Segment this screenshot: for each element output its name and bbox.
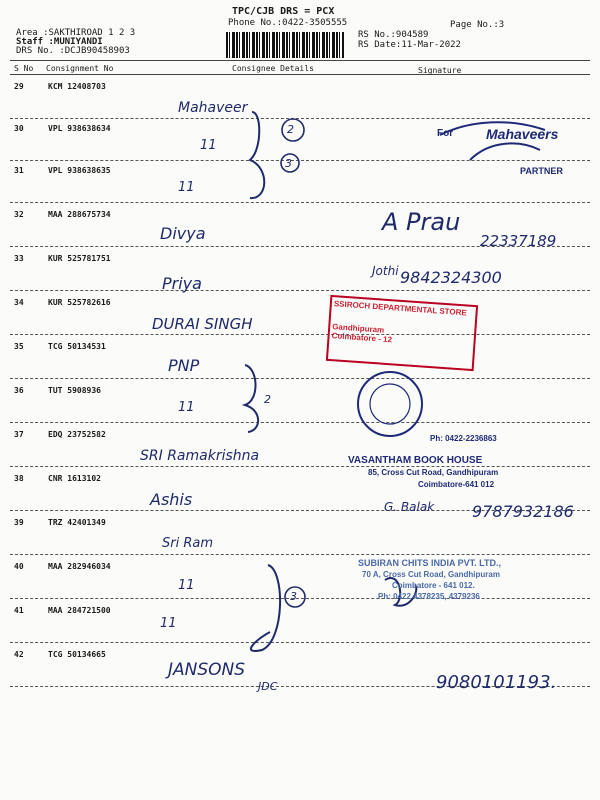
row-sno: 39 [14,518,24,527]
row-consignment-no: VPL 938638635 [48,166,111,175]
row-sno: 41 [14,606,24,615]
stamp-vasantham-city: Coimbatore-641 012 [418,480,495,489]
document-title: TPC/CJB DRS = PCX [232,6,335,17]
hand-r38-sig: G. Balak [384,500,435,514]
row-consignment-no: TRZ 42401349 [48,518,106,527]
stamp-chits-city: Coimbatore - 641 012. [392,581,475,590]
hand-r32-sig: A Prau [382,208,461,236]
row-sno: 42 [14,650,24,659]
hand-r39: Sri Ram [162,536,214,551]
col-consignment: Consignment No [46,64,114,73]
stamp-dept-store [326,295,478,371]
hand-r41: 11 [160,616,177,631]
hand-r42-num: 9080101193. [436,672,557,693]
row-sno: 32 [14,210,24,219]
stamp-dept-store-line1: SSIROCH DEPARTMENTAL STORE [333,299,468,318]
row-consignment-no: VPL 938638634 [48,124,111,133]
hand-r31-circle: 3 [285,157,292,170]
stamp-vasantham-addr: 85, Cross Cut Road, Gandhipuram [368,468,499,477]
row-consignment-no: KUR 525781751 [48,254,111,263]
rs-date: RS Date:11-Mar-2022 [358,40,461,50]
row-sno: 35 [14,342,24,351]
stamp-mahaveers-partner: PARTNER [520,166,563,176]
hand-r40-circle: 3 [290,590,297,603]
stamp-mahaveers-name: Mahaveers [486,126,559,142]
row-sno: 40 [14,562,24,571]
hand-r32: Divya [160,224,206,243]
row-sno: 31 [14,166,24,175]
row-sno: 38 [14,474,24,483]
stamp-dept-store-line2: Gandhipuram [331,322,385,335]
row-consignment-no: MAA 282946034 [48,562,111,571]
row-consignment-no: KCM 12408703 [48,82,106,91]
hand-r37: SRI Ramakrishna [140,448,260,464]
row-consignment-no: EDQ 23752582 [48,430,106,439]
row-sno: 37 [14,430,24,439]
hand-r29: Mahaveer [178,100,248,116]
row-consignment-no: TCG 50134531 [48,342,106,351]
stamp-dept-store-line3: Coimbatore - 12 [331,331,393,345]
rs-number: RS No.:904589 [358,30,429,40]
stamp-chits-addr: 70 A, Cross Cut Road, Gandhipuram [362,570,500,579]
col-consignee: Consignee Details [232,64,314,73]
hand-r34: DURAI SINGH [152,315,253,333]
stamp-vasantham-phone: Ph: 0422-2236863 [430,434,497,443]
hand-r38-num: 9787932186 [472,502,574,521]
stamp-mahaveers-for: For [437,128,454,139]
hand-r31: 11 [178,180,195,195]
col-signature: Signature [418,66,462,75]
hand-r30-circle: 2 [287,123,294,136]
row-consignment-no: KUR 525782616 [48,298,111,307]
row-consignment-no: MAA 288675734 [48,210,111,219]
hand-r30: 11 [200,138,217,153]
page-number: Page No.:3 [450,20,505,30]
row-sno: 29 [14,82,24,91]
area-label: Area :SAKTHIROAD 1 2 3 [16,28,136,38]
row-sno: 36 [14,386,24,395]
row-sno: 30 [14,124,24,133]
hand-r33: Priya [162,274,202,293]
phone-number: Phone No.:0422-3505555 [228,18,348,28]
hand-r38: Ashis [150,490,193,509]
hand-r32-num: 22337189 [480,232,557,250]
row-sno: 33 [14,254,24,263]
hand-r42-sub: JDC [258,680,278,693]
hand-r35: PNP [168,356,200,375]
row-consignment-no: TCG 50134665 [48,650,106,659]
hand-r42: JANSONS [168,660,246,680]
hand-r33-num: 9842324300 [400,268,502,287]
row-consignment-no: CNR 1613102 [48,474,101,483]
hand-r40: 11 [178,578,195,593]
hand-r36: 11 [178,400,195,415]
hand-r36-circle: 2 [264,393,271,406]
row-consignment-no: MAA 284721500 [48,606,111,615]
hand-r33-sig: Jothi [372,264,399,278]
col-sno: S No [14,64,34,73]
row-sno: 34 [14,298,24,307]
stamp-chits-name: SUBIRAN CHITS INDIA PVT. LTD., [358,558,502,568]
drs-number: DRS No. :DCJB90458903 [16,46,130,56]
staff-label: Staff :MUNIYANDI [16,37,103,47]
stamp-chits-phone: Ph: 0422 4378235, 4379236 [378,592,480,601]
row-consignment-no: TUT 5908936 [48,386,101,395]
stamp-vasantham-name: VASANTHAM BOOK HOUSE [348,455,483,466]
